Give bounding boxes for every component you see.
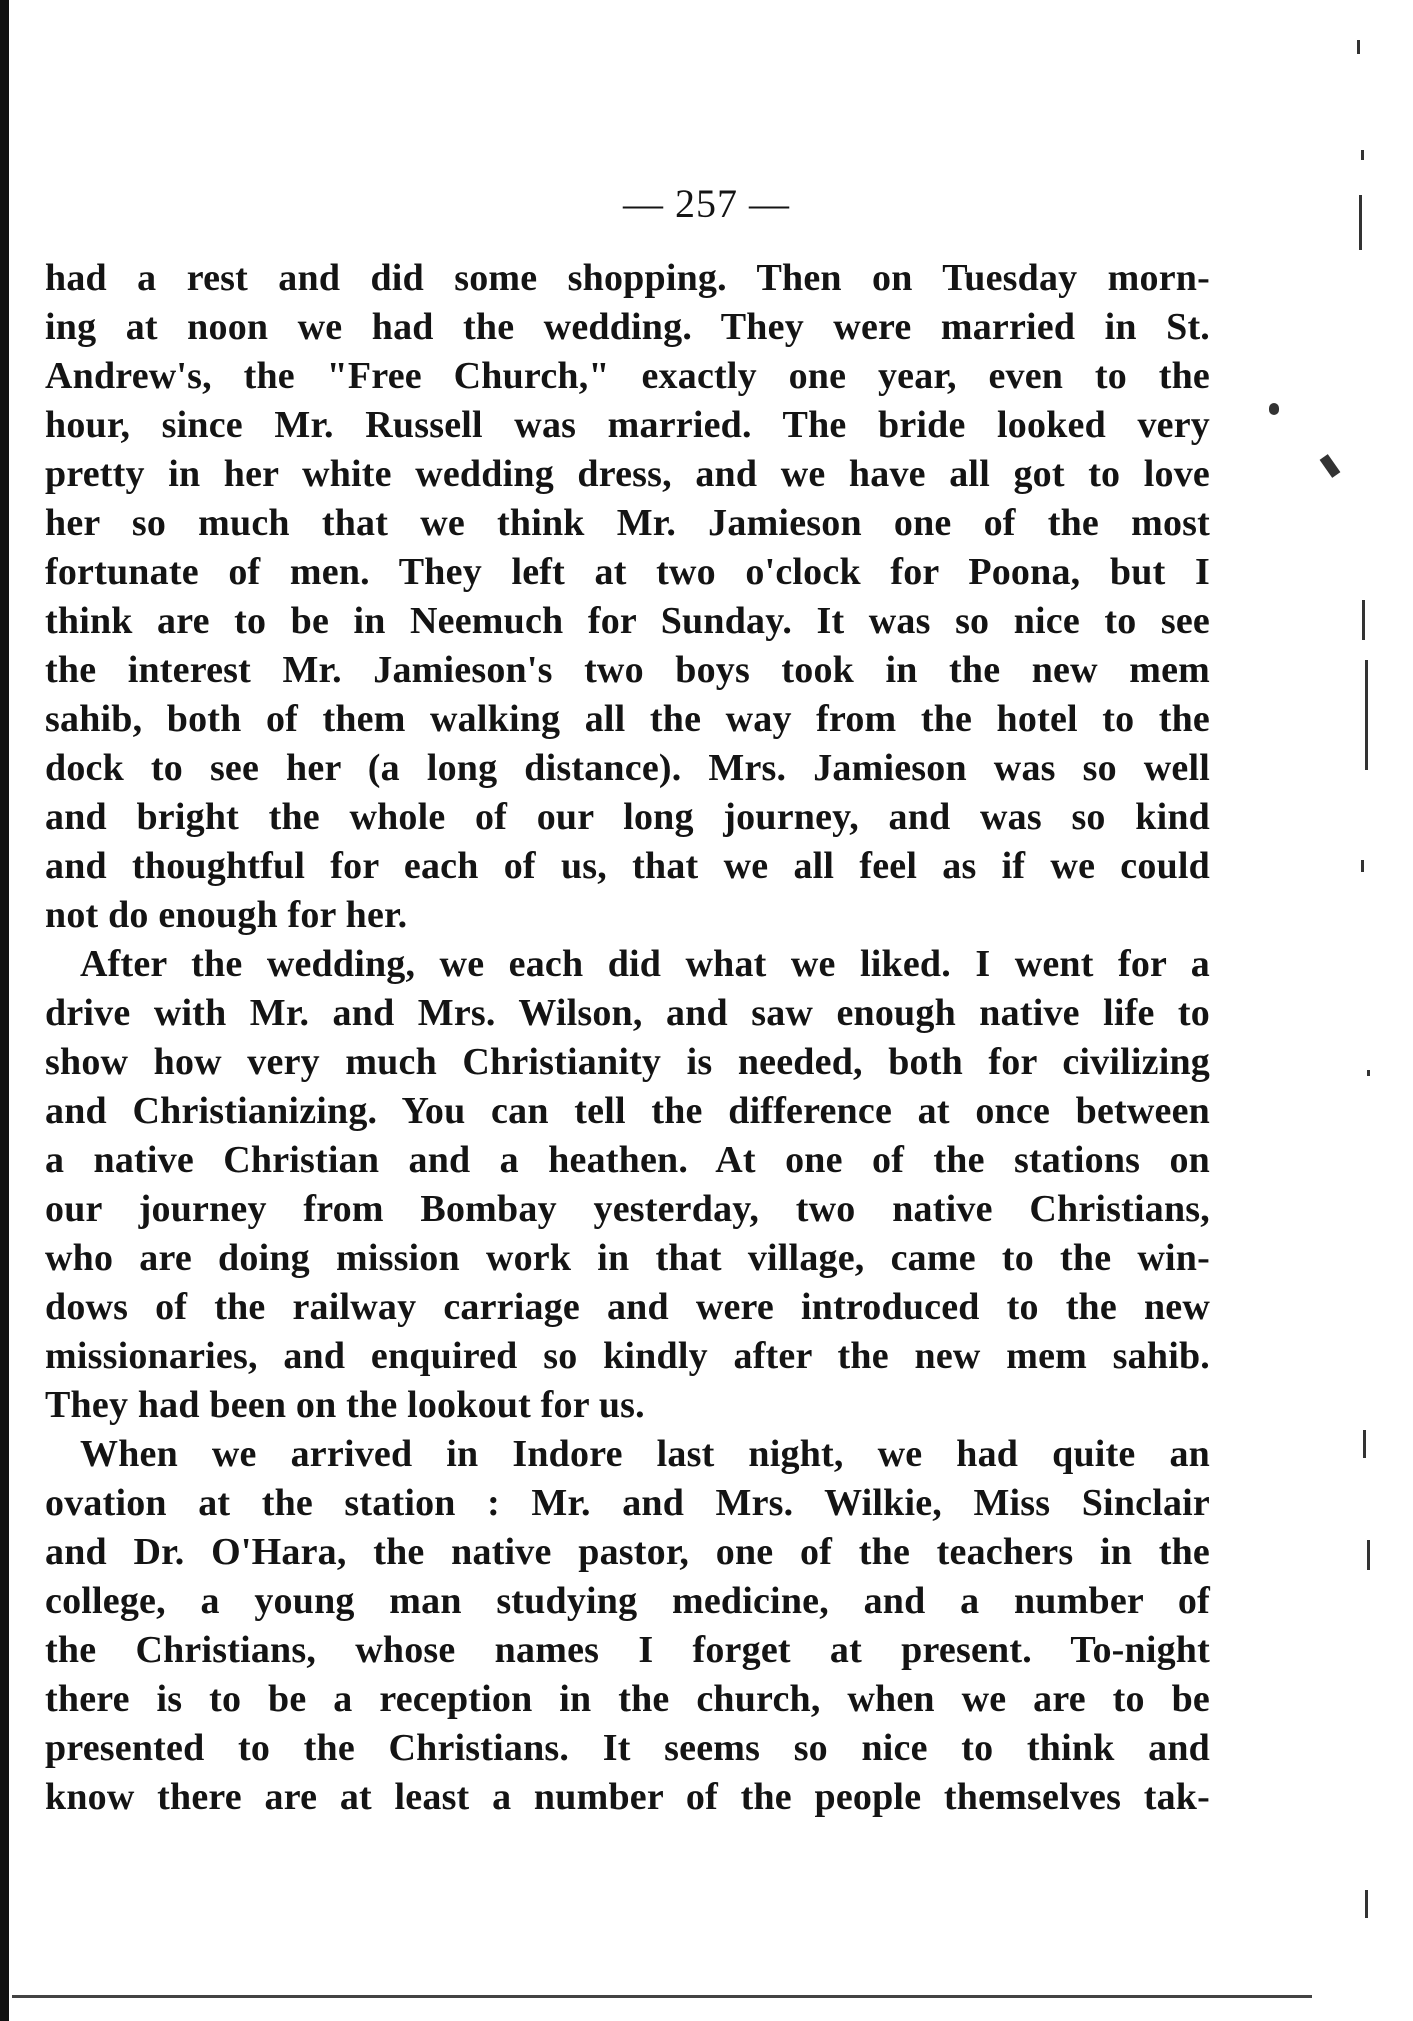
text-line: her so much that we think Mr. Jamieson one of the most	[45, 502, 1210, 544]
text-line: hour, since Mr. Russell was married. The bride looked very	[45, 404, 1210, 446]
text-line: and bright the whole of our long journey, and was so kind	[45, 796, 1210, 838]
paragraph-1	[45, 254, 1210, 940]
text-line: the Christians, whose names I forget at present. To-night	[45, 1629, 1210, 1671]
text-line: had a rest and did some shopping. Then on Tuesday morn-	[45, 257, 1210, 299]
text-line: college, a young man studying medicine, and a number of	[45, 1580, 1210, 1622]
text-line: pretty in her white wedding dress, and we have all got to love	[45, 453, 1210, 495]
text-line: sahib, both of them walking all the way from the hotel to the	[45, 698, 1210, 740]
text-line: After the wedding, we each did what we liked. I went for a	[80, 943, 1210, 985]
page-number: — 257 —	[623, 181, 790, 226]
text-line: know there are at least a number of the people themselves tak-	[45, 1776, 1210, 1818]
text-line: think are to be in Neemuch for Sunday. It was so nice to see	[45, 600, 1210, 642]
bottom-edge-rule	[12, 1994, 1312, 2000]
text-line: our journey from Bombay yesterday, two native Christians,	[45, 1188, 1210, 1230]
text-line: a native Christian and a heathen. At one of the stations on	[45, 1139, 1210, 1181]
text-line: and thoughtful for each of us, that we all feel as if we could	[45, 845, 1210, 887]
text-line: When we arrived in Indore last night, we had quite an	[80, 1433, 1210, 1475]
text-line: and Christianizing. You can tell the difference at once between	[45, 1090, 1210, 1132]
paragraph-3	[45, 1430, 1210, 1822]
text-line: presented to the Christians. It seems so nice to think and	[45, 1727, 1210, 1769]
text-line: missionaries, and enquired so kindly after the new mem sahib.	[45, 1335, 1210, 1377]
text-line: dows of the railway carriage and were introduced to the new	[45, 1286, 1210, 1328]
paragraph-2	[45, 940, 1210, 1430]
scan-margin-noise	[1355, 0, 1413, 2021]
text-line: fortunate of men. They left at two o'clock for Poona, but I	[45, 551, 1210, 593]
text-line: who are doing mission work in that village, came to the win-	[45, 1237, 1210, 1279]
text-line: there is to be a reception in the church, when we are to be	[45, 1678, 1210, 1720]
text-line: drive with Mr. and Mrs. Wilson, and saw enough native life to	[45, 992, 1210, 1034]
text-line: ing at noon we had the wedding. They were married in St.	[45, 306, 1210, 348]
text-line: show how very much Christianity is needed, both for civilizing	[45, 1041, 1210, 1083]
text-line: and Dr. O'Hara, the native pastor, one of the teachers in the	[45, 1531, 1210, 1573]
text-line: dock to see her (a long distance). Mrs. Jamieson was so well	[45, 747, 1210, 789]
text-line: not do enough for her.	[45, 894, 408, 936]
body-text	[45, 254, 1210, 1822]
text-line: ovation at the station : Mr. and Mrs. Wilkie, Miss Sinclair	[45, 1482, 1210, 1524]
text-line: They had been on the lookout for us.	[45, 1384, 645, 1426]
binding-edge	[0, 0, 9, 2021]
text-line: the interest Mr. Jamieson's two boys took in the new mem	[45, 649, 1210, 691]
text-line: Andrew's, the "Free Church," exactly one year, even to the	[45, 355, 1210, 397]
